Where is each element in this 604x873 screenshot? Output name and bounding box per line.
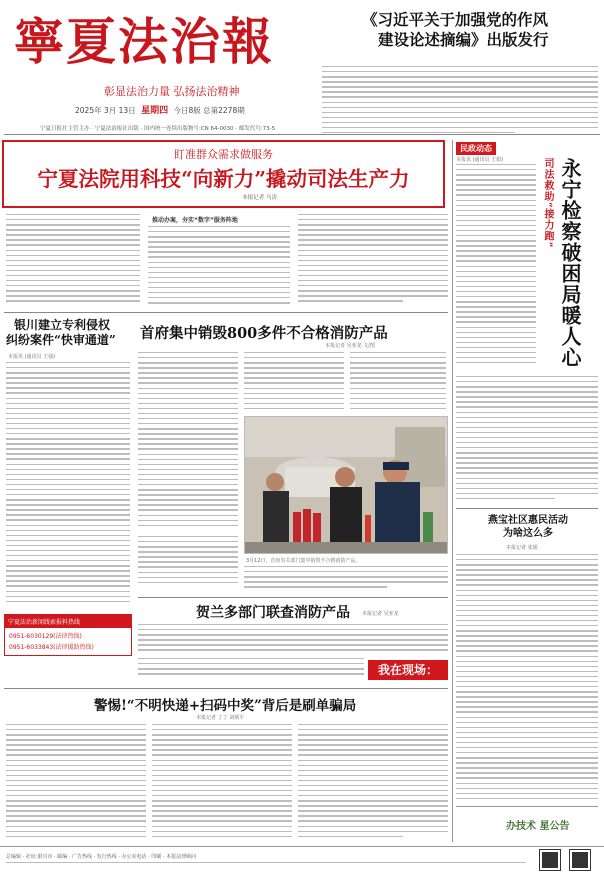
weekday: 星期四 bbox=[141, 106, 169, 116]
fire-story-photo bbox=[244, 416, 448, 554]
fraud-story-byline: 本报记者 丁丁 刘炳平 bbox=[196, 715, 245, 721]
main-story-col1 bbox=[6, 214, 140, 309]
main-story-kicker: 盯准群众需求做服务 bbox=[174, 148, 273, 161]
right-column-divider bbox=[452, 140, 453, 842]
fraud-story-col2 bbox=[152, 724, 292, 842]
left-story-body bbox=[6, 362, 130, 610]
issue-number: 今日8版 总第2278期 bbox=[173, 106, 245, 115]
hotline-title: 宁夏法治新闻线索报料热线 bbox=[5, 615, 131, 628]
right-sub-story-line1: 燕宝社区惠民活动 bbox=[488, 515, 568, 526]
fire-story-col2 bbox=[244, 352, 344, 414]
fraud-story-headline[interactable]: 警惕!“不明快递+扫码中奖”背后是刷单骗局 bbox=[94, 698, 357, 714]
left-story-byline: 本报讯 (通讯员 王强) bbox=[8, 354, 56, 360]
masthead-title: 寧夏法治報 bbox=[14, 12, 274, 71]
main-story-headline: 宁夏法院用科技“向新力”撬动司法生产力 bbox=[37, 167, 410, 191]
right-sub-story-byline: 本报记者 张娟 bbox=[506, 545, 538, 551]
left-story-headline[interactable] bbox=[6, 318, 116, 348]
fire-story-byline: 本报记者 吴亚龙 文/图 bbox=[325, 343, 375, 349]
right-sub-story-line2: 为啥这么多 bbox=[503, 528, 553, 539]
left-story-headline-line2: 纠纷案件“快审通道” bbox=[6, 333, 116, 347]
main-story-headline-box[interactable] bbox=[2, 140, 445, 208]
fire-story-headline[interactable]: 首府集中销毁800多件不合格消防产品 bbox=[140, 325, 388, 342]
right-column-sub-divider bbox=[456, 508, 598, 509]
fraud-story-col1 bbox=[6, 724, 146, 842]
top-story-body bbox=[322, 66, 598, 138]
right-column-logo-text: 办技术 星公告 bbox=[506, 821, 570, 832]
footer-text: 总编辑 · 社址:银川市 · 邮编 · 广告热线 · 发行热线 · 办公室电话 · 印刷 · 本报法律顾问 bbox=[6, 854, 197, 860]
footer-bar bbox=[0, 846, 604, 873]
fraud-divider bbox=[4, 688, 448, 689]
date-line bbox=[75, 103, 245, 116]
right-column-small-title: 司法救助“接力跑” bbox=[542, 158, 553, 249]
right-column-body-top bbox=[456, 164, 536, 372]
main-story-col2 bbox=[148, 226, 290, 309]
left-story-headline-line1: 银川建立专利侵权 bbox=[14, 318, 111, 332]
right-column-tag: 民政动态 bbox=[456, 142, 496, 155]
top-story-line1: 《习近平关于加强党的作风 bbox=[362, 10, 549, 29]
fire-story-tail bbox=[244, 566, 448, 594]
main-story-divider bbox=[4, 312, 448, 313]
scene-tag: 我在现场： bbox=[368, 660, 448, 680]
hotline-box bbox=[4, 614, 132, 656]
helan-story-headline[interactable]: 贺兰多部门联查消防产品 bbox=[196, 605, 350, 621]
hotline-line2: 0951-6033843(法律援助热线) bbox=[9, 644, 94, 651]
right-column-body-mid bbox=[456, 376, 598, 504]
fire-photo-illustration bbox=[245, 417, 448, 554]
right-column-byline: 本报讯 (通讯员 王娟) bbox=[456, 157, 504, 163]
fire-story-col1-tail bbox=[138, 536, 238, 594]
date-prefix: 2025年 3月 13日 bbox=[75, 106, 136, 115]
hotline-line1: 0951-6030129(法律热线) bbox=[9, 633, 82, 640]
footer-line bbox=[6, 862, 526, 863]
qr-code-icon-2 bbox=[570, 850, 590, 870]
qr-code-icon bbox=[540, 850, 560, 870]
right-column-vertical-title[interactable]: 永宁检察破困局暖人心 bbox=[558, 158, 582, 368]
right-column-logo-box bbox=[456, 806, 598, 842]
top-story-line2: 建设论述摘编》出版发行 bbox=[378, 30, 549, 49]
helan-story-byline: 本报记者 吴亚龙 bbox=[362, 611, 399, 617]
fire-story-col3 bbox=[350, 352, 446, 414]
masthead-subtitle: 彰显法治力量 弘扬法治精神 bbox=[104, 85, 240, 98]
right-sub-story-body bbox=[456, 554, 598, 804]
main-story-byline: 本报记者 马涛 bbox=[242, 195, 277, 201]
fire-story-col1 bbox=[138, 352, 238, 532]
publisher-line: 宁夏日报社主管主办 · 宁夏法治报社出版 · 国内统一连续出版物号:CN 64-0030 · 邮发代号:73-5 bbox=[40, 126, 276, 132]
fraud-story-col3 bbox=[298, 724, 448, 842]
top-story-headline[interactable] bbox=[362, 10, 598, 50]
main-story-subhead: 推动办案，夯实“数字”服务阵地 bbox=[152, 217, 238, 224]
fire-photo-caption: 3月12日，首府有关部门集中销毁不合格消防产品。 bbox=[246, 558, 361, 564]
helan-story-body-2 bbox=[138, 658, 364, 680]
helan-story-body bbox=[138, 624, 448, 656]
main-story-col3 bbox=[298, 214, 448, 309]
helan-divider bbox=[138, 597, 448, 598]
right-sub-story-headline[interactable] bbox=[488, 514, 568, 540]
